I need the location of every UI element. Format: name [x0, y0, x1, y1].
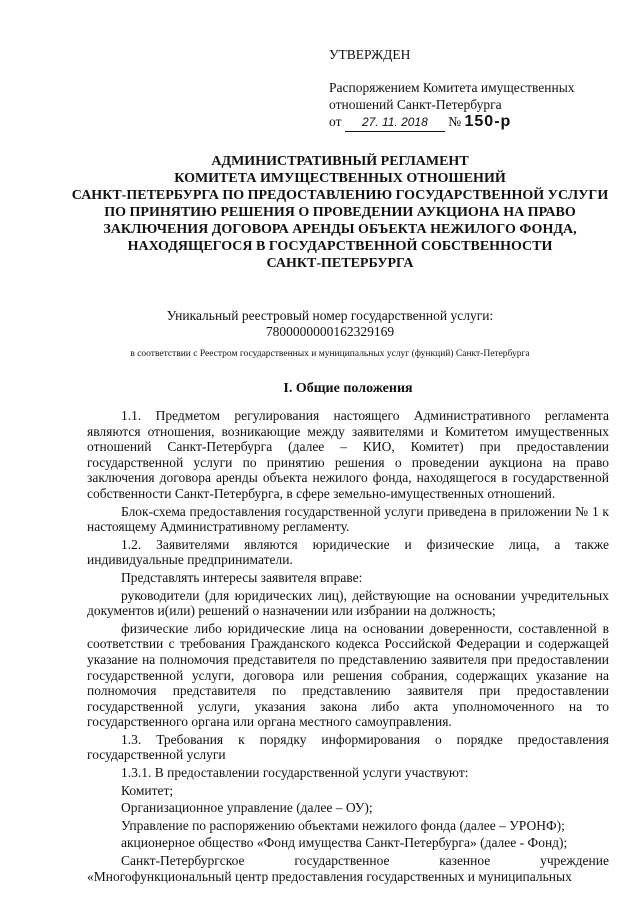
paragraph: Организационное управление (далее – ОУ);: [121, 800, 373, 816]
approval-heading: УТВЕРЖДЕН: [329, 47, 411, 62]
order-number: 150-р: [464, 113, 512, 130]
section-heading: I. Общие положения: [283, 381, 413, 396]
paragraph: Управление по распоряжению объектами нежилого фонда (далее – УРОНФ);: [121, 817, 565, 833]
date-prefix: от: [329, 114, 342, 129]
title-line: АДМИНИСТРАТИВНЫЙ РЕГЛАМЕНТ: [211, 154, 469, 169]
paragraph: Комитет;: [121, 782, 174, 798]
paragraph: Блок-схема предоставления государственной услуги приведена в приложении № 1 к настоящему Административному регламенту.: [87, 503, 609, 535]
approval-line-1: Распоряжением Комитета имущественных: [329, 80, 575, 95]
registry-block: [40, 308, 620, 362]
paragraph: 1.2. Заявителями являются юридические и физические лица, а также индивидуальные предприниматели.: [87, 536, 609, 568]
date-value: 27. 11. 2018: [345, 114, 445, 132]
approval-stamp: [329, 46, 575, 132]
title-line: НАХОДЯЩЕГОСЯ В ГОСУДАРСТВЕННОЙ СОБСТВЕННОСТИ: [127, 239, 553, 254]
registry-note: в соответствии с Реестром государственных и муниципальных услуг (функций) Санкт-Петербурга: [130, 349, 530, 359]
paragraph: 1.3. Требования к порядку информирования о порядке предоставления государственной услуги: [87, 731, 609, 763]
paragraph: акционерное общество «Фонд имущества Санкт-Петербурга» (далее - Фонд);: [121, 835, 568, 851]
paragraph: Представлять интересы заявителя вправе:: [121, 569, 363, 585]
paragraph: 1.1. Предметом регулирования настоящего Административного регламента являются отношения, возникающие между заявителями и Комитетом имущественных отношений Санкт-Петербурга (далее – КИО, Комитет) при предоставлении государственной услуги по принятию решения о проведении аукциона на право заключения договора аренды объекта нежилого фонда, находящегося в государственной собственности Санкт-Петербурга, в сфере земельно-имущественных отношений.: [87, 408, 609, 501]
title-line: ПО ПРИНЯТИЮ РЕШЕНИЯ О ПРОВЕДЕНИИ АУКЦИОНА НА ПРАВО: [104, 205, 576, 220]
paragraph: руководители (для юридических лиц), действующие на основании учредительных документов и(или) решений о назначении или избрании на должность;: [87, 587, 609, 619]
title-line: САНКТ-ПЕТЕРБУРГА: [266, 256, 414, 271]
title-line: КОМИТЕТА ИМУЩЕСТВЕННЫХ ОТНОШЕНИЙ: [174, 171, 506, 186]
document-body: [87, 408, 609, 886]
paragraph: 1.3.1. В предоставлении государственной услуги участвуют:: [121, 765, 469, 781]
paragraph: Санкт-Петербургское государственное казенное учреждение «Многофункциональный центр предоставления государственных и муниципальных: [87, 853, 609, 884]
document-title: [60, 153, 620, 272]
number-prefix: №: [448, 114, 462, 129]
paragraph: физические либо юридические лица на основании доверенности, составленной в соответствии с требования Гражданского кодекса Российской Федерации и содержащей указание на полномочия представителя по представлению заявителя при предоставлении государственной услуги, договора или решения собрания, содержащих указание на полномочия представителя по представлению заявителя при предоставлении государственной услуги, указания закона либо акта уполномоченного на то государственного органа или органа местного самоуправления.: [87, 620, 609, 730]
approval-date-line: [329, 113, 575, 132]
registry-number: 7800000000162329169: [265, 324, 395, 339]
approval-line-2: отношений Санкт-Петербурга: [329, 97, 502, 112]
title-line: САНКТ-ПЕТЕРБУРГА ПО ПРЕДОСТАВЛЕНИЮ ГОСУДАРСТВЕННОЙ УСЛУГИ: [71, 188, 609, 203]
registry-label: Уникальный реестровый номер государственной услуги:: [166, 308, 494, 323]
title-line: ЗАКЛЮЧЕНИЯ ДОГОВОРА АРЕНДЫ ОБЪЕКТА НЕЖИЛОГО ФОНДА,: [103, 222, 577, 237]
